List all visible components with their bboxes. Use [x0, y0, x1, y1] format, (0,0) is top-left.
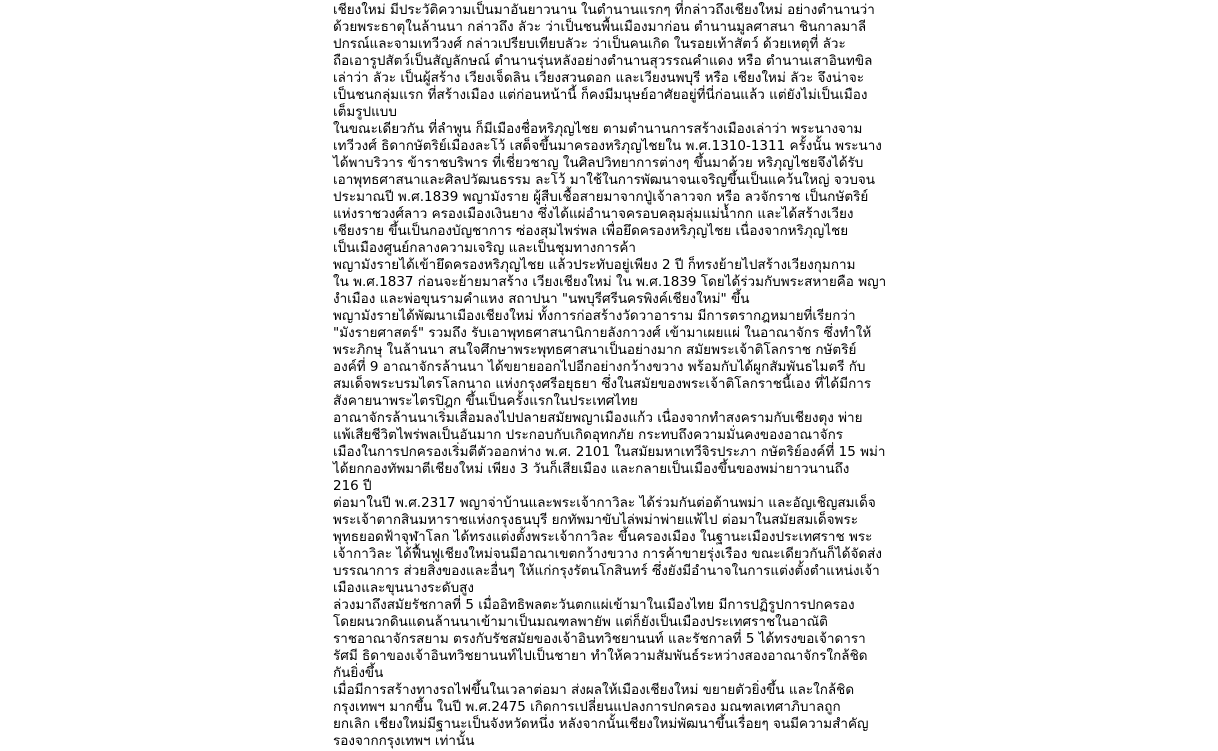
paragraph: [333, 495, 889, 597]
text-line: เชียงใหม่ มีประวัติความเป็นมาอันยาวนาน ในตำนานแรกๆ ที่กล่าวถึงเชียงใหม่ อย่างตำนานว่า: [333, 2, 875, 18]
text-line: "มังรายศาสตร์" รวมถึง รับเอาพุทธศาสนานิกายลังกาวงศ์ เข้ามาเผยแผ่ ในอาณาจักร ซึ่งทำให้: [333, 325, 872, 341]
text-line: พระเจ้าตากสินมหาราชแห่งกรุงธนบุรี ยกทัพมาขับไล่พม่าพ่ายแพ้ไป ต่อมาในสมัยสมเด็จพระ: [333, 512, 858, 528]
text-line: ได้ยกกองทัพมาตีเชียงใหม่ เพียง 3 วันก็เสียเมือง และกลายเป็นเมืองขึ้นของพม่ายาวนานถึง: [333, 461, 850, 477]
paragraph: [333, 682, 889, 750]
text-line: อาณาจักรล้านนาเริ่มเสื่อมลงไปปลายสมัยพญาเมืองแก้ว เนื่องจากทำสงครามกับเชียงตุง พ่าย: [333, 410, 863, 426]
text-line: แห่งราชวงศ์ลาว ครองเมืองเงินยาง ซึ่งได้แผ่อำนาจครอบคลุมลุ่มแม่น้ำกก และได้สร้างเวียง: [333, 206, 854, 222]
text-line: งำเมือง และพ่อขุนรามคำแหง สถาปนา "นพบุรีศรีนครพิงค์เชียงใหม่" ขึ้น: [333, 291, 750, 307]
text-line: 216 ปี: [333, 478, 372, 494]
text-line: รองจากกรุงเทพฯ เท่านั้น: [333, 733, 475, 749]
text-line: รัศมี ธิดาของเจ้าอินทวิชยานนท์ไปเป็นชายา ทำให้ความสัมพันธ์ระหว่างสองอาณาจักรใกล้ชิด: [333, 648, 868, 664]
article-text: [333, 2, 889, 750]
text-line: ราชอาณาจักรสยาม ตรงกับรัชสมัยของเจ้าอินทวิชยานนท์ และรัชกาลที่ 5 ได้ทรงขอเจ้าดารา: [333, 631, 866, 647]
text-line: พญามังรายได้เข้ายึดครองหริภุญไชย แล้วประทับอยู่เพียง 2 ปี ก็ทรงย้ายไปสร้างเวียงกุมกาม: [333, 257, 856, 273]
text-line: ถือเอารูปสัตว์เป็นสัญลักษณ์ ตำนานรุ่นหลังอย่างตำนานสุวรรณคำแดง หรือ ตำนานเสาอินทขิล: [333, 53, 873, 69]
text-line: สมเด็จพระบรมไตรโลกนาถ แห่งกรุงศรีอยุธยา ซึ่งในสมัยของพระเจ้าติโลกราชนี้เอง ที่ได้มีการ: [333, 376, 872, 392]
text-line: พุทธยอดฟ้าจุฬาโลก ได้ทรงแต่งตั้งพระเจ้ากาวิละ ขึ้นครองเมือง ในฐานะเมืองประเทศราช พระ: [333, 529, 873, 545]
paragraph: [333, 2, 889, 121]
text-line: กรุงเทพฯ มากขึ้น ในปี พ.ศ.2475 เกิดการเปลี่ยนแปลงการปกครอง มณฑลเทศาภิบาลถูก: [333, 699, 841, 715]
text-line: เต็มรูปแบบ: [333, 104, 397, 120]
text-line: เป็นเมืองศูนย์กลางความเจริญ และเป็นชุมทางการค้า: [333, 240, 636, 256]
paragraph: [333, 308, 889, 410]
text-line: เจ้ากาวิละ ได้ฟื้นฟูเชียงใหม่จนมีอาณาเขตกว้างขวาง การค้าขายรุ่งเรือง ขณะเดียวกันก็ได้จัดส่ง: [333, 546, 883, 562]
text-line: เป็นชนกลุ่มแรก ที่สร้างเมือง แต่ก่อนหน้านี้ ก็คงมีมนุษย์อาศัยอยู่ที่นี่ก่อนแล้ว แต่ยังไม่เป็นเมือง: [333, 87, 868, 103]
text-line: เมื่อมีการสร้างทางรถไฟขึ้นในเวลาต่อมา ส่งผลให้เมืองเชียงใหม่ ขยายตัวยิ่งขึ้น และใกล้ชิด: [333, 682, 855, 698]
text-line: องค์ที่ 9 อาณาจักรล้านนา ได้ขยายออกไปอีกอย่างกว้างขวาง พร้อมกับได้ผูกสัมพันธไมตรี กับ: [333, 359, 866, 375]
text-line: ล่วงมาถึงสมัยรัชกาลที่ 5 เมื่ออิทธิพลตะวันตกแผ่เข้ามาในเมืองไทย มีการปฏิรูปการปกครอง: [333, 597, 855, 613]
text-line: กันยิ่งขึ้น: [333, 665, 384, 681]
text-line: ได้พาบริวาร ข้าราชบริพาร ที่เชี่ยวชาญ ในศิลปวิทยาการต่างๆ ขึ้นมาด้วย หริภุญไชยจึงได้รับ: [333, 155, 864, 171]
text-line: ประมาณปี พ.ศ.1839 พญามังราย ผู้สืบเชื้อสายมาจากปู่เจ้าลาวจก หรือ ลวจักราช เป็นกษัตริย์: [333, 189, 869, 205]
text-line: ในขณะเดียวกัน ที่ลำพูน ก็มีเมืองชื่อหริภุญไชย ตามตำนานการสร้างเมืองเล่าว่า พระนางจาม: [333, 121, 863, 137]
text-line: เล่าว่า ลัวะ เป็นผู้สร้าง เวียงเจ็ดลิน เวียงสวนดอก และเวียงนพบุรี หรือ เชียงใหม่ ลัวะ จึงน่าจะ: [333, 70, 864, 86]
paragraph: [333, 121, 889, 257]
paragraph: [333, 410, 889, 495]
text-line: เมืองและขุนนางระดับสูง: [333, 580, 474, 596]
text-line: เมืองในการปกครองเริ่มตีตัวออกห่าง พ.ศ. 2101 ในสมัยมหาเทวีจิรประภา กษัตริย์องค์ที่ 15 พม่า: [333, 444, 886, 460]
text-line: ปกรณ์และจามเทวีวงศ์ กล่าวเปรียบเทียบลัวะ ว่าเป็นคนเกิด ในรอยเท้าสัตว์ ด้วยเหตุที่ ลัวะ: [333, 36, 846, 52]
text-line: เทวีวงศ์ ธิดากษัตริย์เมืองละโว้ เสด็จขึ้นมาครองหริภุญไชยใน พ.ศ.1310-1311 ครั้งนั้น พระนาง: [333, 138, 882, 154]
text-line: พญามังรายได้พัฒนาเมืองเชียงใหม่ ทั้งการก่อสร้างวัดวาอาราม มีการตรากฎหมายที่เรียกว่า: [333, 308, 856, 324]
text-line: เอาพุทธศาสนาและศิลปวัฒนธรรม ละโว้ มาใช้ในการพัฒนาจนเจริญขึ้นเป็นแคว้นใหญ่ จวบจน: [333, 172, 876, 188]
text-line: ยกเลิก เชียงใหม่มีฐานะเป็นจังหวัดหนึ่ง หลังจากนั้นเชียงใหม่พัฒนาขึ้นเรื่อยๆ จนมีความสำคัญ: [333, 716, 869, 732]
text-line: บรรณาการ ส่วยสิ่งของและอื่นๆ ให้แก่กรุงรัตนโกสินทร์ ซึ่งยังมีอำนาจในการแต่งตั้งตำแหน่งเจ้า: [333, 563, 880, 579]
text-line: ใน พ.ศ.1837 ก่อนจะย้ายมาสร้าง เวียงเชียงใหม่ ใน พ.ศ.1839 โดยได้ร่วมกับพระสหายคือ พญา: [333, 274, 887, 290]
paragraph: [333, 257, 889, 308]
text-line: แพ้เสียชีวิตไพร่พลเป็นอันมาก ประกอบกับเกิดอุทกภัย กระทบถึงความมั่นคงของอาณาจักร: [333, 427, 843, 443]
text-line: โดยผนวกดินแดนล้านนาเข้ามาเป็นมณฑลพายัพ แต่ก็ยังเป็นเมืองประเทศราชในอาณัติ: [333, 614, 828, 630]
text-line: ต่อมาในปี พ.ศ.2317 พญาจ่าบ้านและพระเจ้ากาวิละ ได้ร่วมกันต่อต้านพม่า และอัญเชิญสมเด็จ: [333, 495, 876, 511]
text-line: สังคายนาพระไตรปิฎก ขึ้นเป็นครั้งแรกในประเทศไทย: [333, 393, 638, 409]
text-line: เชียงราย ขึ้นเป็นกองบัญชาการ ซ่องสุมไพร่พล เพื่อยึดครองหริภุญไชย เนื่องจากหริภุญไชย: [333, 223, 849, 239]
paragraph: [333, 597, 889, 682]
text-line: พระภิกษุ ในล้านนา สนใจศึกษาพระพุทธศาสนาเป็นอย่างมาก สมัยพระเจ้าติโลกราช กษัตริย์: [333, 342, 857, 358]
text-line: ด้วยพระธาตุในล้านนา กล่าวถึง ลัวะ ว่าเป็นชนพื้นเมืองมาก่อน ตำนานมูลศาสนา ชินกาลมาลี: [333, 19, 867, 35]
